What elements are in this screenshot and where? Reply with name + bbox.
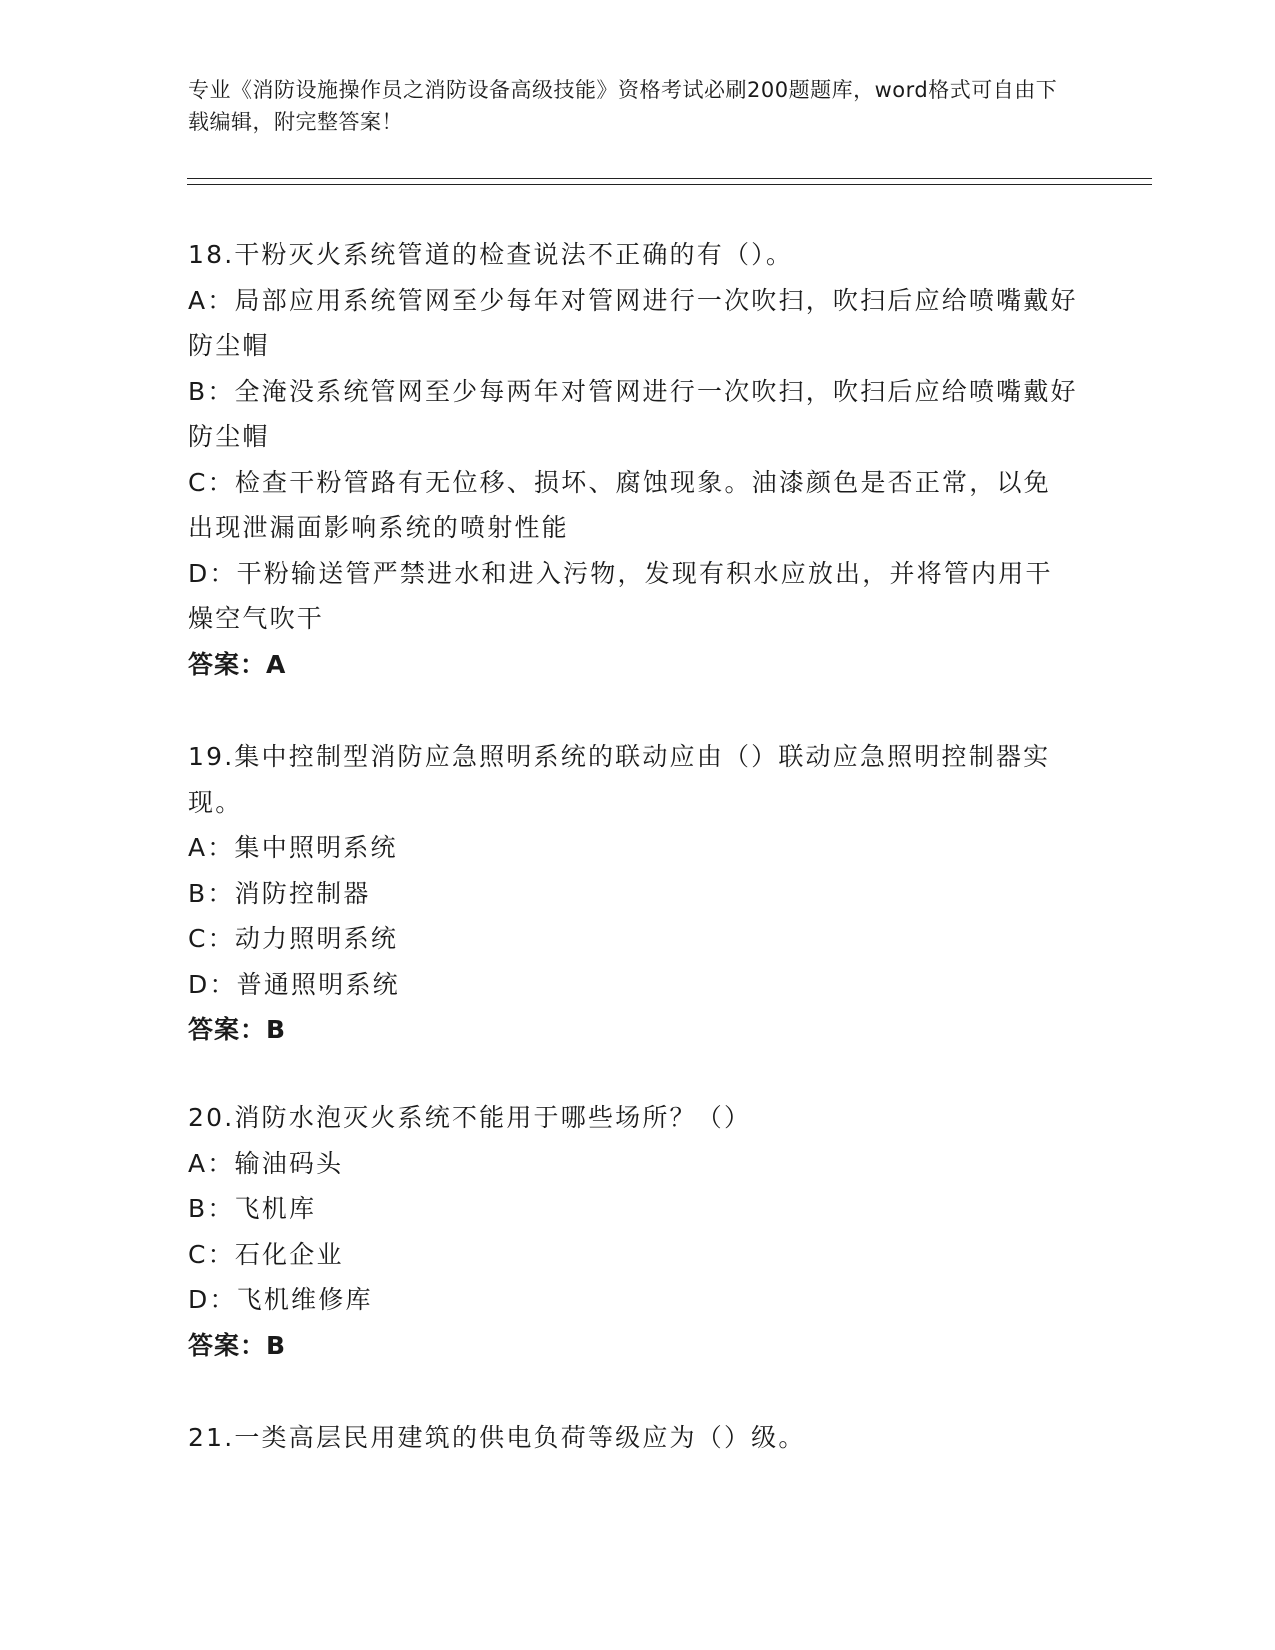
question-stem: 21.一类高层民用建筑的供电负荷等级应为（）级。 <box>188 1423 806 1452</box>
page-header <box>188 74 1068 138</box>
option-b: B：消防控制器 <box>188 878 371 908</box>
question-21 <box>188 1415 1078 1461</box>
option-c: C：检查干粉管路有无位移、损坏、腐蚀现象。油漆颜色是否正常，以免出现泄漏面影响系统的喷射性能 <box>188 467 1051 542</box>
question-18 <box>188 232 1078 687</box>
question-20 <box>188 1095 1078 1368</box>
option-a: A：集中照明系统 <box>188 833 398 862</box>
header-double-rule <box>187 178 1152 185</box>
answer: 答案：B <box>188 1015 287 1044</box>
question-19 <box>188 734 1078 1053</box>
option-d: D：普通照明系统 <box>188 969 400 999</box>
option-d: D：干粉输送管严禁进水和进入污物，发现有积水应放出，并将管内用干燥空气吹干 <box>188 558 1053 633</box>
question-stem: 19.集中控制型消防应急照明系统的联动应由（）联动应急照明控制器实现。 <box>188 742 1051 817</box>
question-stem: 18.干粉灭火系统管道的检查说法不正确的有（）。 <box>188 240 794 269</box>
option-d: D：飞机维修库 <box>188 1285 373 1314</box>
answer: 答案：B <box>188 1330 287 1360</box>
option-b: B：飞机库 <box>188 1194 317 1223</box>
question-stem: 20.消防水泡灭火系统不能用于哪些场所？（） <box>188 1103 752 1132</box>
header-text: 专业《消防设施操作员之消防设备高级技能》资格考试必刷200题题库，word格式可自由下载编辑，附完整答案！ <box>188 78 1058 134</box>
option-a: A：输油码头 <box>188 1148 344 1178</box>
option-c: C：石化企业 <box>188 1239 344 1269</box>
option-b: B：全淹没系统管网至少每两年对管网进行一次吹扫，吹扫后应给喷嘴戴好防尘帽 <box>188 376 1078 451</box>
answer: 答案：A <box>188 649 287 679</box>
option-c: C：动力照明系统 <box>188 924 399 953</box>
option-a: A：局部应用系统管网至少每年对管网进行一次吹扫，吹扫后应给喷嘴戴好防尘帽 <box>188 285 1078 360</box>
